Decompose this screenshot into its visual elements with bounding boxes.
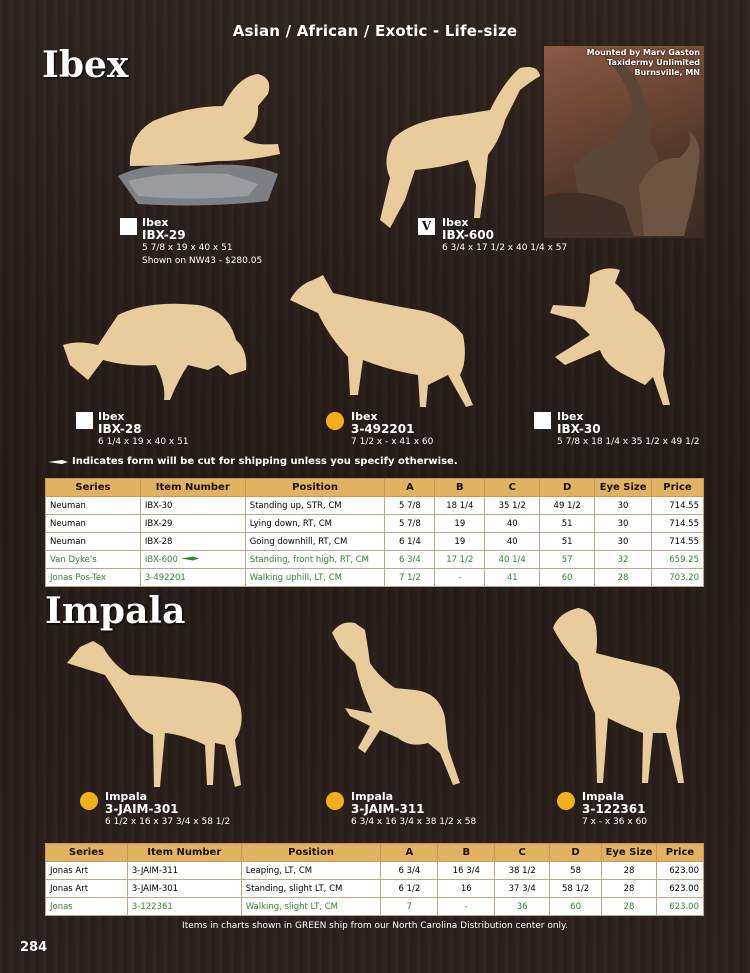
table-row: Jonas Art 3-JAIM-301 Standing, slight LT, CM 6 1/2 16 37 3/4 58 1/2 28 623.00 <box>46 880 704 898</box>
col-header: A <box>385 479 435 497</box>
col-header: C <box>495 844 550 862</box>
ibex-mount-photo <box>544 46 704 238</box>
col-header: Position <box>241 844 381 862</box>
jonas-icon <box>326 792 344 810</box>
col-header: C <box>485 479 540 497</box>
table-row: Neuman IBX-29 Lying down, RT, CM 5 7/8 19 40 51 30 714.55 <box>46 515 704 533</box>
ibex-form-rearing-image <box>545 265 675 405</box>
page-header: Asian / African / Exotic - Life-size <box>232 22 518 40</box>
ibex-spec-table <box>45 478 704 587</box>
table-header-row <box>46 844 704 862</box>
table-header-row <box>46 479 704 497</box>
col-header: Eye Size <box>595 479 652 497</box>
photo-caption: Mounted by Marv Gaston Taxidermy Unlimited Burnsville, MN <box>586 48 700 77</box>
saw-cut-icon <box>48 458 68 466</box>
col-header: Price <box>656 844 703 862</box>
col-header: Item Number <box>140 479 245 497</box>
col-header: B <box>438 844 495 862</box>
vandykes-icon: V <box>418 218 435 235</box>
col-header: D <box>550 844 602 862</box>
saw-cut-icon <box>181 555 199 562</box>
ibex-form-label: Ibex 3-492201 7 1/2 x - x 41 x 60 <box>351 410 434 447</box>
impala-form-label: Impala 3-JAIM-311 6 3/4 x 16 3/4 x 38 1/2 x 58 <box>351 790 477 827</box>
col-header: Position <box>245 479 385 497</box>
ibex-form-label: Ibex IBX-28 6 1/4 x 19 x 40 x 51 <box>98 410 189 447</box>
ibex-form-label: Ibex IBX-30 5 7/8 x 18 1/4 x 35 1/2 x 49 1/2 <box>557 410 700 447</box>
col-header: Price <box>652 479 704 497</box>
table-row: Van Dyke's IBX-600 Standing, front high, RT, CM 6 3/4 17 1/2 40 1/4 57 32 659.25 <box>46 551 704 569</box>
jonas-icon <box>80 792 98 810</box>
col-header: D <box>540 479 595 497</box>
col-header: Eye Size <box>602 844 657 862</box>
footer-note: Items in charts shown in GREEN ship from our North Carolina Distribution center only. <box>182 921 568 931</box>
ibex-form-label: Ibex IBX-600 6 3/4 x 17 1/2 x 40 1/4 x 57 <box>442 216 568 253</box>
table-row: Jonas 3-122361 Walking, slight LT, CM 7 - 36 60 28 623.00 <box>46 898 704 916</box>
ibex-form-lying-image <box>108 66 284 208</box>
impala-form-standing-image <box>65 635 250 795</box>
table-row: Neuman IBX-28 Going downhill, RT, CM 6 1/4 19 40 51 30 714.55 <box>46 533 704 551</box>
table-row: Neuman IBX-30 Standing up, STR, CM 5 7/8 18 1/4 35 1/2 49 1/2 30 714.55 <box>46 497 704 515</box>
page-number: 284 <box>20 940 48 955</box>
ibex-section-title: Ibex <box>42 44 129 86</box>
impala-form-label: Impala 3-122361 7 x - x 36 x 60 <box>582 790 648 827</box>
impala-section-title: Impala <box>45 590 186 632</box>
ibex-form-label: Ibex IBX-29 5 7/8 x 19 x 40 x 51 Shown on NW43 - $280.05 <box>142 216 263 266</box>
impala-form-leaping-image <box>320 618 470 793</box>
col-header: B <box>435 479 485 497</box>
impala-form-walking-image <box>548 608 688 788</box>
neuman-icon <box>534 412 551 429</box>
jonas-icon <box>557 792 575 810</box>
col-header: Series <box>46 844 128 862</box>
jonas-icon <box>326 412 344 430</box>
table-row: Jonas Pos-Tex 3-492201 Walking uphill, LT, CM 7 1/2 - 41 60 28 703.20 <box>46 569 704 587</box>
impala-form-label: Impala 3-JAIM-301 6 1/2 x 16 x 37 3/4 x 58 1/2 <box>105 790 231 827</box>
col-header: Item Number <box>127 844 241 862</box>
table-row: Jonas Art 3-JAIM-311 Leaping, LT, CM 6 3/4 16 3/4 38 1/2 58 28 623.00 <box>46 862 704 880</box>
ibex-form-downhill-image <box>58 295 250 405</box>
ibex-form-uphill-image <box>288 275 473 410</box>
ibex-form-standing-image <box>370 60 542 235</box>
col-header: Series <box>46 479 141 497</box>
impala-spec-table <box>45 843 704 916</box>
neuman-icon <box>76 412 93 429</box>
shipping-note: Indicates form will be cut for shipping unless you specify otherwise. <box>48 456 458 467</box>
neuman-icon <box>120 218 137 235</box>
col-header: A <box>381 844 438 862</box>
